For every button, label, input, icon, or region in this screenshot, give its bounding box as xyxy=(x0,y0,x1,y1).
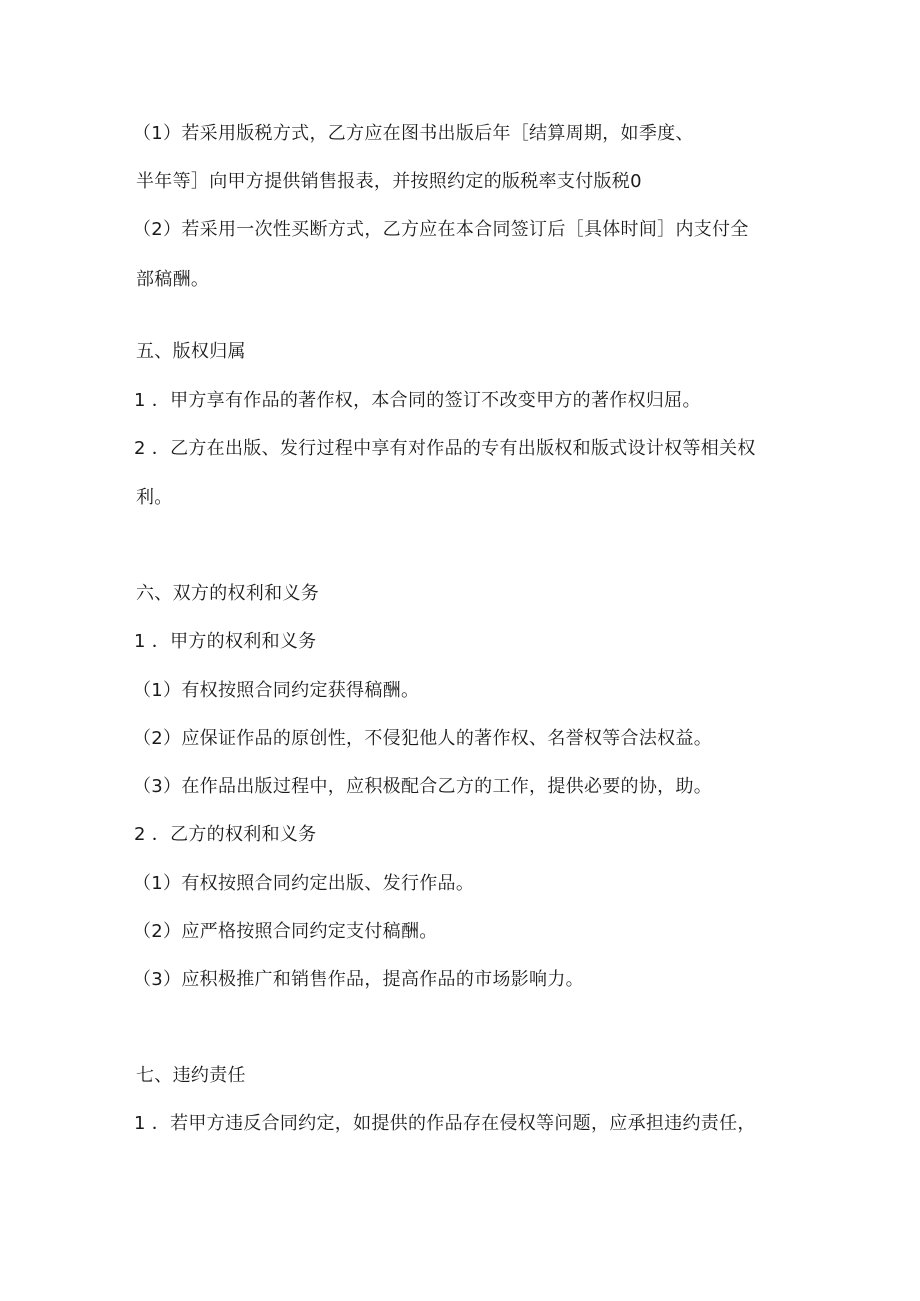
subsection-heading: 2 ．乙方的权利和义务 xyxy=(134,824,317,845)
paragraph-line: 2 ．乙方在出版、发行过程中享有对作品的专有出版权和版式设计权等相关权 xyxy=(134,438,756,459)
paragraph-line: （1）有权按照合同约定出版、发行作品。 xyxy=(133,873,475,894)
paragraph-line: （3）在作品出版过程中，应积极配合乙方的工作，提供必要的协，助。 xyxy=(133,776,713,797)
paragraph-line: 半年等］向甲方提供销售报表，并按照约定的版税率支付版税0 xyxy=(136,171,642,192)
paragraph-line: 1 ．若甲方违反合同约定，如提供的作品存在侵权等问题，应承担违约责任， xyxy=(134,1113,756,1134)
paragraph-line: （1）若采用版税方式，乙方应在图书出版后年［结算周期，如季度、 xyxy=(133,123,694,144)
paragraph-line: （3）应积极推广和销售作品，提高作品的市场影响力。 xyxy=(133,969,584,990)
section-heading-copyright: 五、版权归属 xyxy=(136,341,246,362)
subsection-heading: 1 ．甲方的权利和义务 xyxy=(134,631,317,652)
paragraph-line: 1 ．甲方享有作品的著作权，本合同的签订不改变甲方的著作权归屈。 xyxy=(134,390,701,411)
paragraph-line: （1）有权按照合同约定获得稿酬。 xyxy=(133,680,420,701)
section-heading-rights-obligations: 六、双方的权利和义务 xyxy=(136,583,319,604)
paragraph-line: （2）应严格按照合同约定支付稿酬。 xyxy=(133,921,438,942)
paragraph-line: 利。 xyxy=(136,487,173,508)
paragraph-line: （2）若采用一次性买断方式，乙方应在本合同签订后［具体时间］内支付全 xyxy=(133,219,749,240)
section-heading-breach-liability: 七、违约责任 xyxy=(136,1065,246,1086)
paragraph-line: 部稿酬。 xyxy=(136,269,210,290)
paragraph-line: （2）应保证作品的原创性，不侵犯他人的著作权、名誉权等合法权益。 xyxy=(133,728,713,749)
